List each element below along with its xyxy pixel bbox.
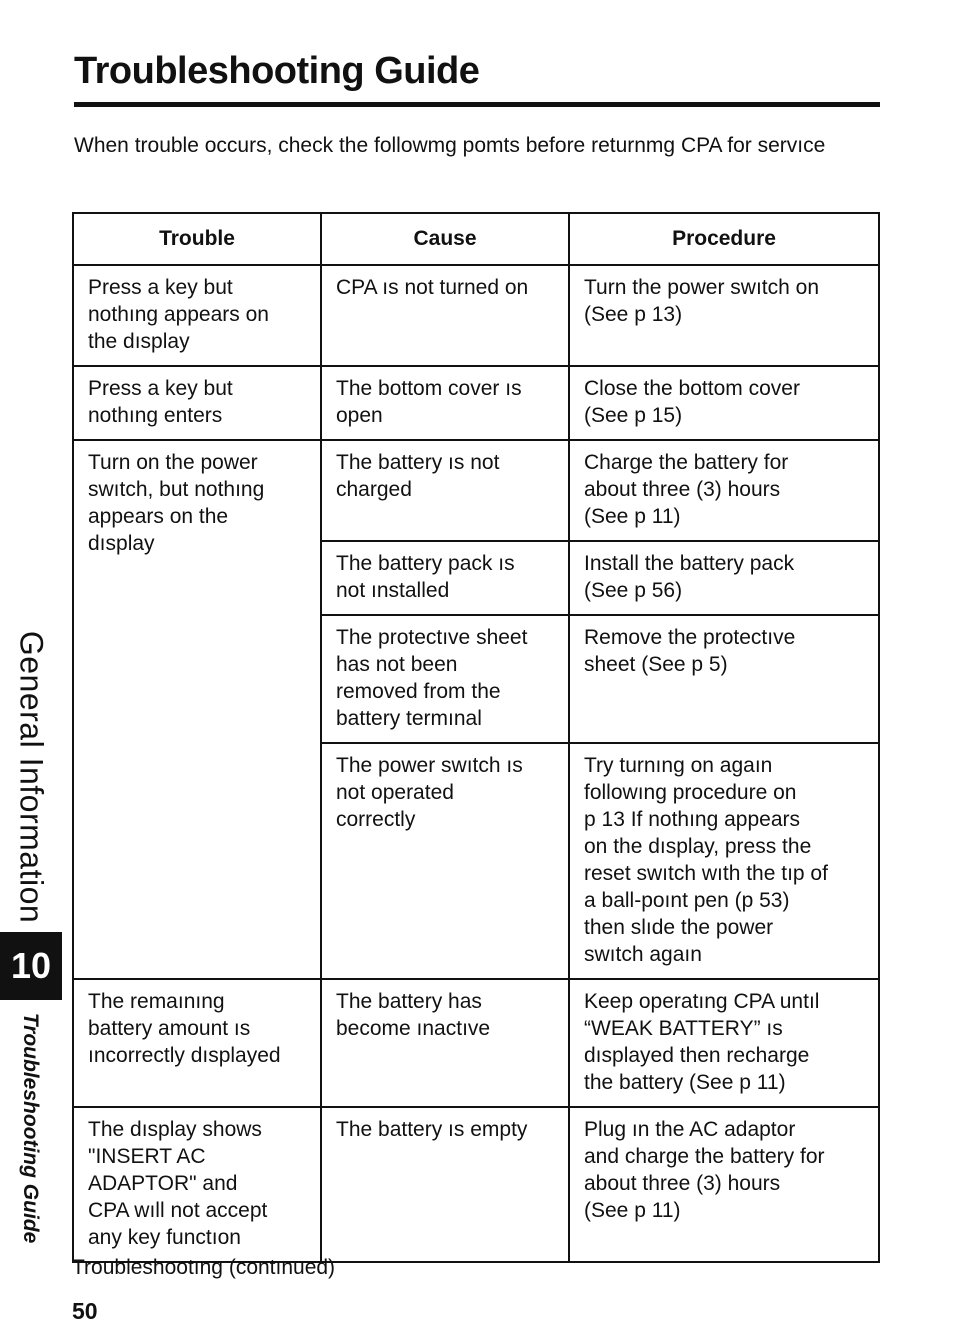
trouble-cell: The dısplay shows "INSERT AC ADAPTOR" and CPA wıll not accept any key functıon (73, 1107, 321, 1262)
procedure-cell: Plug ın the AC adaptor and charge the battery for about three (3) hours (See p 11) (569, 1107, 879, 1262)
chapter-number-tab (0, 932, 62, 1000)
table-row (73, 366, 879, 440)
procedure-cell: Turn the power swıtch on (See p 13) (569, 265, 879, 366)
table-row (73, 265, 879, 366)
procedure-cell: Close the bottom cover (See p 15) (569, 366, 879, 440)
trouble-cell: Press a key but nothıng appears on the dısplay (73, 265, 321, 366)
cause-cell: The bottom cover ıs open (321, 366, 569, 440)
cause-cell: The battery ıs not charged (321, 440, 569, 541)
table-row (73, 440, 879, 541)
cause-cell: The battery ıs empty (321, 1107, 569, 1262)
intro-text: When trouble occurs, check the followmg pomts before returnmg CPA for servıce (74, 134, 826, 157)
page-title: Troubleshooting Guide (74, 50, 480, 92)
table-row (73, 979, 879, 1107)
title-rule (74, 102, 880, 107)
procedure-cell: Try turnıng on agaın followıng procedure on p 13 If nothıng appears on the dısplay, press the reset swıtch wıth the tıp of a ball-poınt pen (p 53) then slıde the power swıtch agaın (569, 743, 879, 979)
table-header-row (73, 213, 879, 265)
header-procedure: Procedure (569, 213, 879, 265)
troubleshooting-table (72, 212, 880, 1263)
trouble-cell: The remaınıng battery amount ıs ıncorrectly dısplayed (73, 979, 321, 1107)
sidebar-subsection-title: Troubleshooting Guide (19, 1012, 42, 1244)
table-caption: Troubleshootıng (contınued) (72, 1256, 336, 1279)
cause-cell: The power swıtch ıs not operated correctly (321, 743, 569, 979)
trouble-cell: Turn on the power swıtch, but nothıng appears on the dısplay (73, 440, 321, 979)
cause-cell: The battery has become ınactıve (321, 979, 569, 1107)
sidebar-section-title: General Information (13, 630, 50, 924)
cause-cell: CPA ıs not turned on (321, 265, 569, 366)
procedure-cell: Charge the battery for about three (3) hours (See p 11) (569, 440, 879, 541)
header-trouble: Trouble (73, 213, 321, 265)
procedure-cell: Keep operatıng CPA untıl “WEAK BATTERY” ıs dısplayed then recharge the battery (See p 11) (569, 979, 879, 1107)
troubleshooting-table-container (72, 212, 878, 1263)
cause-cell: The battery pack ıs not ınstalled (321, 541, 569, 615)
chapter-number: 10 (10, 945, 52, 986)
header-cause: Cause (321, 213, 569, 265)
procedure-cell: Install the battery pack (See p 56) (569, 541, 879, 615)
table-row (73, 1107, 879, 1262)
page-number: 50 (72, 1298, 98, 1324)
trouble-cell: Press a key but nothıng enters (73, 366, 321, 440)
procedure-cell: Remove the protectıve sheet (See p 5) (569, 615, 879, 743)
cause-cell: The protectıve sheet has not been removed from the battery termınal (321, 615, 569, 743)
